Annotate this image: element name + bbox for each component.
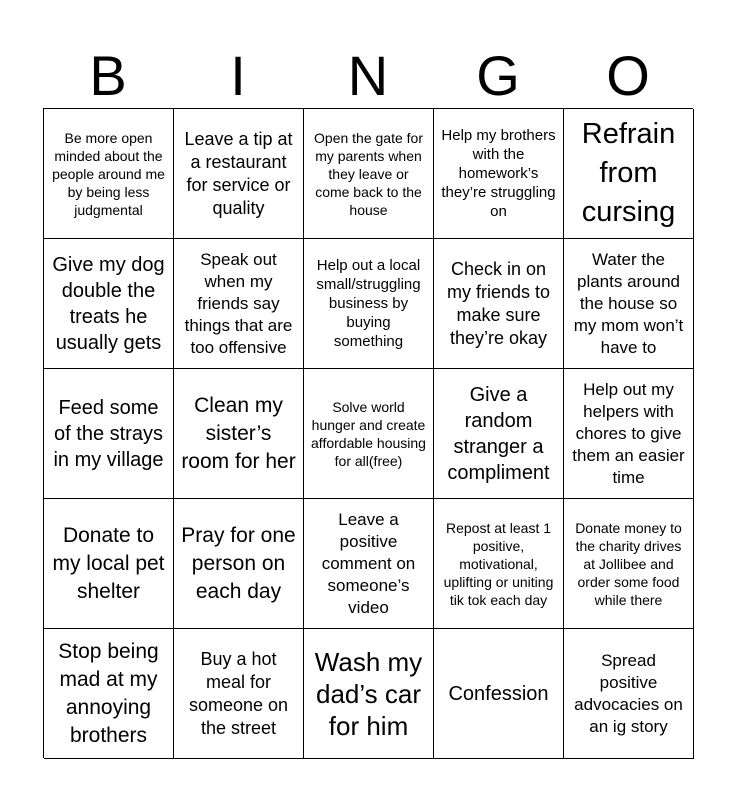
bingo-cell[interactable] <box>304 109 434 239</box>
header-letter-i: I <box>230 44 246 107</box>
bingo-grid <box>43 108 693 758</box>
cell-text: Wash my dad’s car for him <box>314 646 423 741</box>
bingo-cell[interactable] <box>174 629 304 759</box>
cell-text: Clean my sister’s room for her <box>181 393 296 473</box>
bingo-cell[interactable] <box>434 369 564 499</box>
bingo-cell[interactable] <box>564 499 694 629</box>
bingo-cell[interactable] <box>174 499 304 629</box>
cell-text: Give a random stranger a compliment <box>447 383 550 484</box>
header-letter-n: N <box>347 44 389 107</box>
cell-text: Leave a positive comment on someone’s video <box>321 509 416 617</box>
bingo-cell[interactable] <box>304 239 434 369</box>
cell-text: Water the plants around the house so my mom won’t have to <box>573 249 684 357</box>
bingo-cell[interactable] <box>304 499 434 629</box>
bingo-header <box>43 44 693 108</box>
cell-text: Donate money to the charity drives at Jollibee and order some food while there <box>575 519 682 608</box>
cell-text: Spread positive advocacies on an ig story <box>574 650 683 736</box>
cell-text: Repost at least 1 positive, motivational, uplifting or uniting tik tok each day <box>443 519 554 608</box>
cell-text: Stop being mad at my annoying brothers <box>58 639 159 747</box>
cell-text: Speak out when my friends say things that are too offensive <box>184 249 293 357</box>
cell-text: Refrain from cursing <box>581 118 676 228</box>
bingo-cell[interactable] <box>44 369 174 499</box>
cell-text: Open the gate for my parents when they leave or come back to the house <box>314 129 423 218</box>
bingo-cell[interactable] <box>44 629 174 759</box>
bingo-cell[interactable] <box>564 239 694 369</box>
bingo-cell[interactable] <box>564 109 694 239</box>
cell-text: Pray for one person on each day <box>181 523 296 603</box>
bingo-cell[interactable] <box>434 499 564 629</box>
cell-text: Give my dog double the treats he usually gets <box>52 253 165 354</box>
cell-text: Be more open minded about the people around me by being less judgmental <box>52 129 165 218</box>
cell-text: Help my brothers with the homework’s they’re struggling on <box>441 127 556 220</box>
cell-text: Buy a hot meal for someone on the street <box>188 648 289 738</box>
bingo-cell[interactable] <box>434 629 564 759</box>
bingo-cell[interactable] <box>564 369 694 499</box>
bingo-cell[interactable] <box>174 239 304 369</box>
cell-text: Leave a tip at a restaurant for service or quality <box>184 128 293 218</box>
header-letter-b: B <box>89 44 127 107</box>
cell-text: Help out my helpers with chores to give them an easier time <box>572 379 685 487</box>
bingo-cell[interactable] <box>44 109 174 239</box>
cell-text: Check in on my friends to make sure they’re okay <box>446 258 551 348</box>
bingo-cell[interactable] <box>44 499 174 629</box>
bingo-cell[interactable] <box>304 369 434 499</box>
bingo-cell[interactable] <box>174 109 304 239</box>
bingo-cell[interactable] <box>434 239 564 369</box>
cell-text: Donate to my local pet shelter <box>52 523 165 603</box>
cell-text: Feed some of the strays in my village <box>53 396 164 471</box>
header-letter-g: G <box>476 44 520 107</box>
bingo-cell[interactable] <box>434 109 564 239</box>
bingo-cell[interactable] <box>564 629 694 759</box>
bingo-cell[interactable] <box>304 629 434 759</box>
bingo-cell[interactable] <box>44 239 174 369</box>
cell-text: Help out a local small/struggling business by buying something <box>316 257 421 350</box>
cell-text: Solve world hunger and create affordable housing for all(free) <box>311 398 426 469</box>
header-letter-o: O <box>606 44 650 107</box>
bingo-cell[interactable] <box>174 369 304 499</box>
cell-text: Confession <box>448 682 549 705</box>
